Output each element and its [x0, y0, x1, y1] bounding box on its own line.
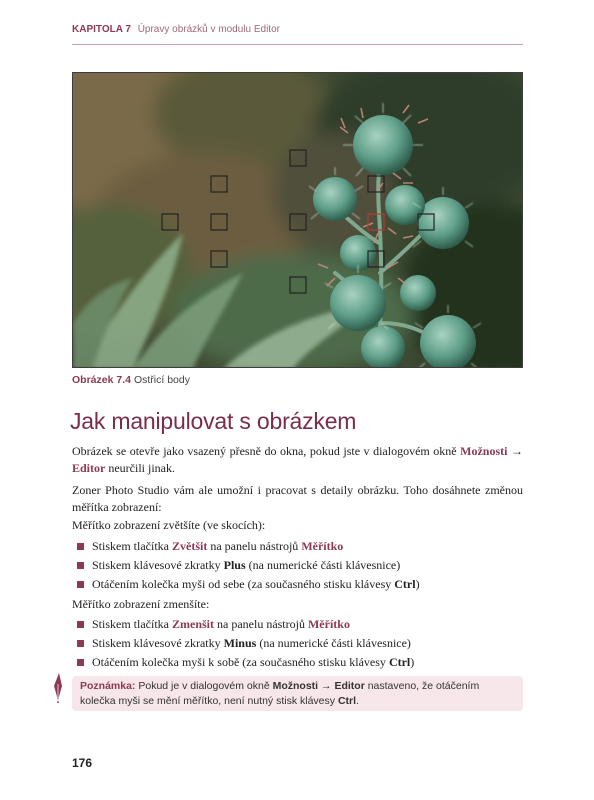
figure-caption-text: Ostřicí body — [133, 374, 190, 386]
list-item: Stiskem klávesové zkratky Minus (na numerické části klávesnice) — [72, 634, 414, 653]
figure-photo — [72, 72, 523, 368]
list-item: Stiskem klávesové zkratky Plus (na numerické části klávesnice) — [72, 556, 420, 575]
list-item: Otáčením kolečka myši k sobě (za současného stisku klávesy Ctrl) — [72, 653, 414, 672]
running-header — [72, 24, 280, 35]
zoom-out-list — [72, 615, 414, 672]
paragraph-3: Měřítko zobrazení zvětšíte (ve skocích): — [72, 518, 266, 532]
paragraph-4: Měřítko zobrazení zmenšíte: — [72, 597, 210, 611]
note-box: Poznámka: Pokud je v dialogovém okně Možnosti → Editor nastaveno, že otáčením kolečka myši se mění měřítko, není nutný stisk klávesy Ctrl. — [72, 676, 523, 711]
pen-nib-icon — [50, 672, 66, 704]
header-rule — [72, 44, 523, 45]
paragraph-2: Zoner Photo Studio vám ale umožní i pracovat s detaily obrázku. Toho dosáhnete změnou měřítka zobrazení: — [72, 483, 523, 514]
zoom-in-list — [72, 537, 420, 594]
list-item: Stiskem tlačítka Zmenšit na panelu nástrojů Měřítko — [72, 615, 414, 634]
list-item: Otáčením kolečka myši od sebe (za současného stisku klávesy Ctrl) — [72, 575, 420, 594]
paragraph-1 — [72, 443, 523, 477]
arrow: → — [507, 444, 524, 458]
note-label: Poznámka: — [80, 680, 136, 692]
figure-label: Obrázek 7.4 — [72, 374, 131, 386]
section-title: Jak manipulovat s obrázkem — [70, 408, 357, 434]
list-item: Stiskem tlačítka Zvětšit na panelu nástrojů Měřítko — [72, 537, 420, 556]
option-name: Možnosti — [460, 444, 508, 458]
chapter-label: KAPITOLA 7 — [72, 24, 131, 35]
option-name: Editor — [72, 461, 106, 475]
text: neurčili jinak. — [105, 461, 175, 475]
text: Obrázek se otevře jako vsazený přesně do okna, pokud jste v dialogovém okně — [72, 444, 461, 458]
figure-caption — [72, 374, 190, 386]
page-number: 176 — [72, 756, 93, 770]
chapter-title: Úpravy obrázků v modulu Editor — [137, 24, 280, 35]
plant-photo-illustration — [73, 73, 523, 368]
